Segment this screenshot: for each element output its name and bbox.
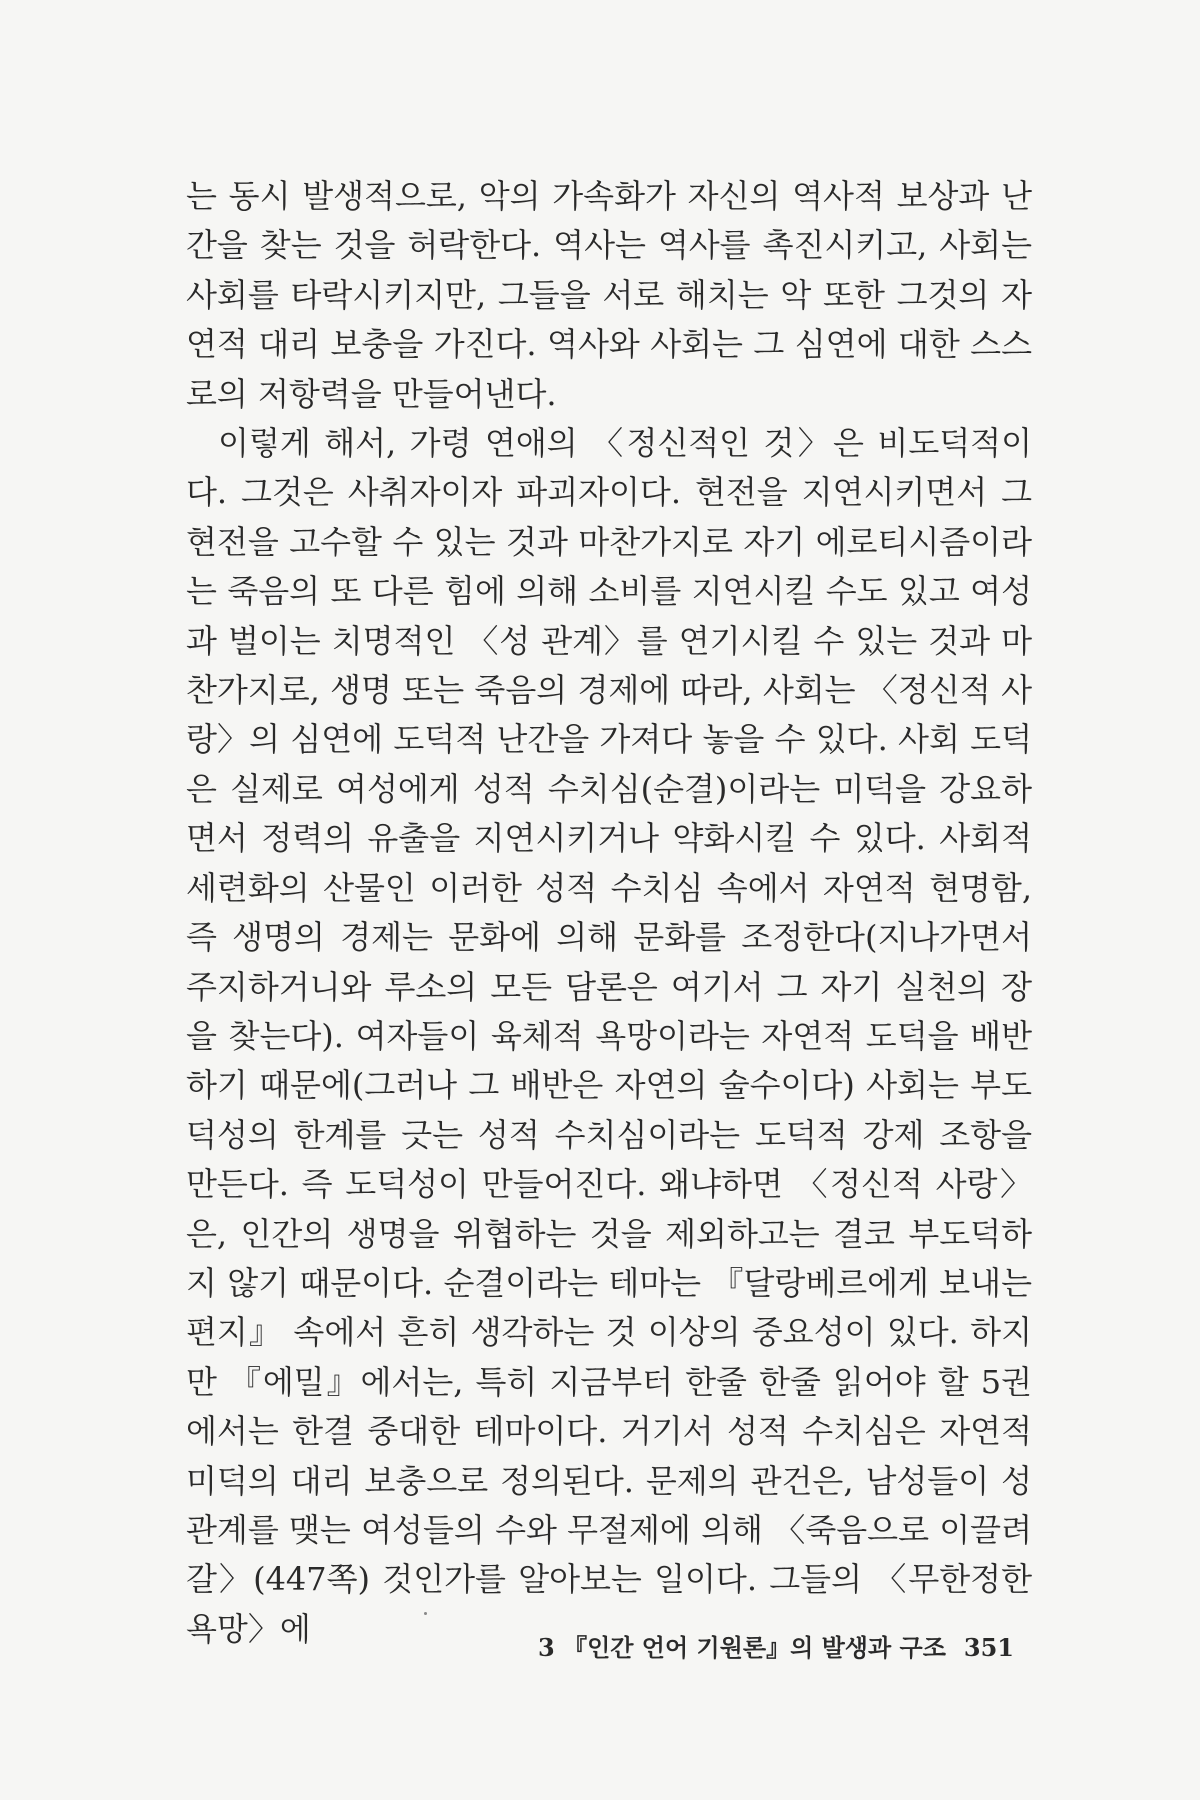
body-text [186,172,1032,1654]
print-speck [424,1612,427,1615]
paragraph-continuation: 는 동시 발생적으로, 악의 가속화가 자신의 역사적 보상과 난간을 찾는 것을 허락한다. 역사는 역사를 촉진시키고, 사회는 사회를 타락시키지만, 그들을 서로 해치는 악 또한 그것의 자연적 대리 보충을 가진다. 역사와 사회는 그 심연에 대한 스스로의 저항력을 만들어낸다. [186,177,1032,413]
running-head: 3 『인간 언어 기원론』의 발생과 구조 [538,1633,946,1662]
page-footer [0,1628,1014,1663]
paragraph: 이렇게 해서, 가령 연애의 〈정신적인 것〉은 비도덕적이다. 그것은 사취자이자 파괴자이다. 현전을 지연시키면서 그 현전을 고수할 수 있는 것과 마찬가지로 자기 에로티시즘이라는 죽음의 또 다른 힘에 의해 소비를 지연시킬 수도 있고 여성과 벌이는 치명적인 〈성 관계〉를 연기시킬 수 있는 것과 마찬가지로, 생명 또는 죽음의 경제에 따라, 사회는 〈정신적 사랑〉의 심연에 도덕적 난간을 가져다 놓을 수 있다. 사회 도덕은 실제로 여성에게 성적 수치심(순결)이라는 미덕을 강요하면서 정력의 유출을 지연시키거나 약화시킬 수 있다. 사회적 세련화의 산물인 이러한 성적 수치심 속에서 자연적 현명함, 즉 생명의 경제는 문화에 의해 문화를 조정한다(지나가면서 주지하거니와 루소의 모든 담론은 여기서 그 자기 실천의 장을 찾는다). 여자들이 육체적 욕망이라는 자연적 도덕을 배반하기 때문에(그러나 그 배반은 자연의 술수이다) 사회는 부도덕성의 한계를 긋는 성적 수치심이라는 도덕적 강제 조항을 만든다. 즉 도덕성이 만들어진다. 왜냐하면 〈정신적 사랑〉은, 인간의 생명을 위협하는 것을 제외하고는 결코 부도덕하지 않기 때문이다. 순결이라는 테마는 『달랑베르에게 보내는 편지』 속에서 흔히 생각하는 것 이상의 중요성이 있다. 하지만 『에밀』에서는, 특히 지금부터 한줄 한줄 읽어야 할 5권에서는 한결 중대한 테마이다. 거기서 성적 수치심은 자연적 미덕의 대리 보충으로 정의된다. 문제의 관건은, 남성들이 성 관계를 맺는 여성들의 수와 무절제에 의해 〈죽음으로 이끌려 갈〉(447쪽) 것인가를 알아보는 일이다. 그들의 〈무한정한 욕망〉에 [186,424,1032,1648]
page-number: 351 [963,1633,1014,1662]
